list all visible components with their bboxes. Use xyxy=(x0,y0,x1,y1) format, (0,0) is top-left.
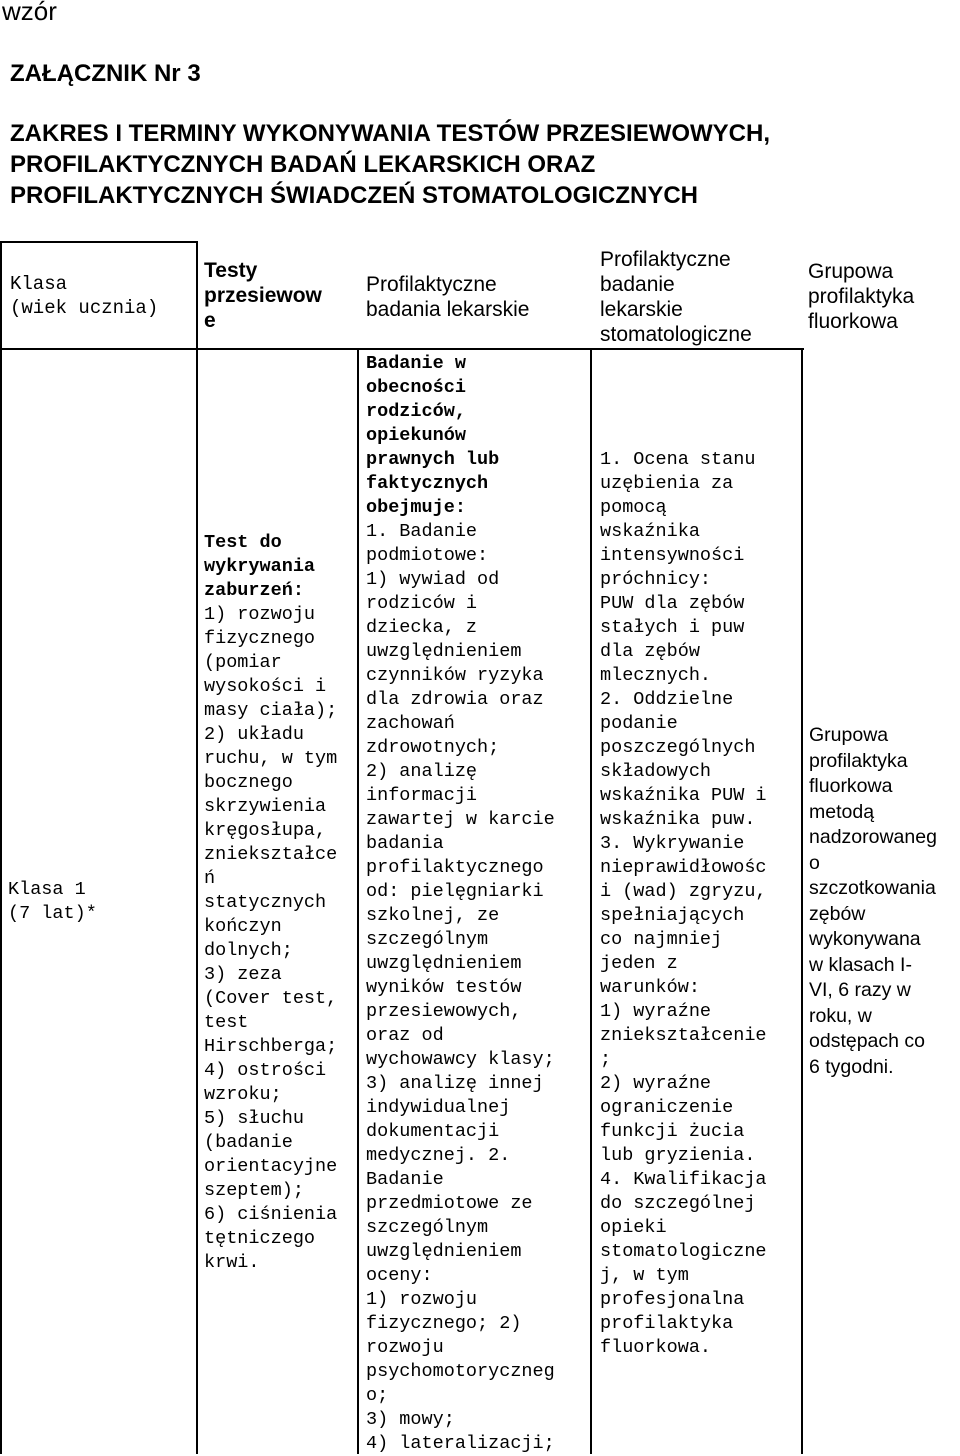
cell-fluorkowa: Grupowa profilaktyka fluorkowa metodą nadzorowaneg o szczotkowania zębów wykonywana w klasach I- VI, 6 razy w roku, w odstępach co 6 tygodni. xyxy=(809,724,937,1078)
cell-klasa: Klasa 1 (7 lat)* xyxy=(8,879,97,924)
wzor-label: wzór xyxy=(2,0,57,26)
header-testy: Testy przesiewow e xyxy=(204,259,322,332)
cell-stomatologiczne: 1. Ocena stanu uzębienia za pomocą wskaźnika intensywności próchnicy: PUW dla zębów stałych i puw dla zębów mlecznych. 2. Oddzielne podanie poszczególnych składowych wskaźnika PUW i wskaźnika puw. 3. Wykrywanie nieprawidłowośc i (wad) zgryzu, spełniających co najmniej jeden z warunków: 1) wyraźne zniekształcenie ; 2) wyraźne ograniczenie funkcji żucia lub gryzienia. 4. Kwalifikacja do szczególnej opieki stomatologiczne j, w tym profesjonalna profilaktyka fluorkowa. xyxy=(600,449,767,1358)
title-line-3: PROFILAKTYCZNYCH ŚWIADCZEŃ STOMATOLOGICZNYCH xyxy=(10,182,698,209)
title-line-2: PROFILAKTYCZNYCH BADAŃ LEKARSKICH ORAZ xyxy=(10,151,596,178)
header-stomatologiczne: Profilaktyczne badanie lekarskie stomatologiczne xyxy=(600,248,752,346)
cell-testy: Test do wykrywania zaburzeń: 1) rozwoju fizycznego (pomiar wysokości i masy ciała); 2) układu ruchu, w tym bocznego skrzywienia kręgosłupa, zniekształce ń statycznych kończyn dolnych; 3) zeza (Cover test, test Hirschberga; 4) ostrości wzroku; 5) słuchu (badanie orientacyjne szeptem); 6) ciśnienia tętniczego krwi. xyxy=(204,532,338,1273)
header-fluorkowa: Grupowa profilaktyka fluorkowa xyxy=(808,260,915,333)
title-line-1: ZAKRES I TERMINY WYKONYWANIA TESTÓW PRZESIEWOWYCH, xyxy=(10,120,771,147)
header-badania: Profilaktyczne badania lekarskie xyxy=(366,273,530,321)
testy-intro: Test do wykrywania zaburzeń: xyxy=(204,532,316,601)
cell-badania: Badanie w obecności rodziców, opiekunów prawnych lub faktycznych obejmuje: 1. Badanie podmiotowe: 1) wywiad od rodziców i dziecka, z uwzględnieniem czynników ryzyka dla zdrowia oraz zachowań zdrowotnych; 2) analizę informacji zawartej w karcie badania profilaktycznego od: pielęgniarki szkolnej, ze szczególnym uwzględnieniem wyników testów przesiewowych, oraz od wychowawcy klasy; 3) analizę innej indywidualnej dokumentacji medycznej. 2. Badanie przedmiotowe ze szczególnym uwzględnieniem oceny: 1) rozwoju fizycznego; 2) rozwoju psychomotoryczneg o; 3) mowy; 4) lateralizacji; xyxy=(366,353,555,1454)
attachment-heading: ZAŁĄCZNIK Nr 3 xyxy=(10,60,201,87)
header-klasa: Klasa (wiek ucznia) xyxy=(10,273,159,319)
badania-intro: Badanie w obecności rodziców, opiekunów prawnych lub faktycznych obejmuje: xyxy=(366,353,500,518)
document-title xyxy=(10,118,770,211)
